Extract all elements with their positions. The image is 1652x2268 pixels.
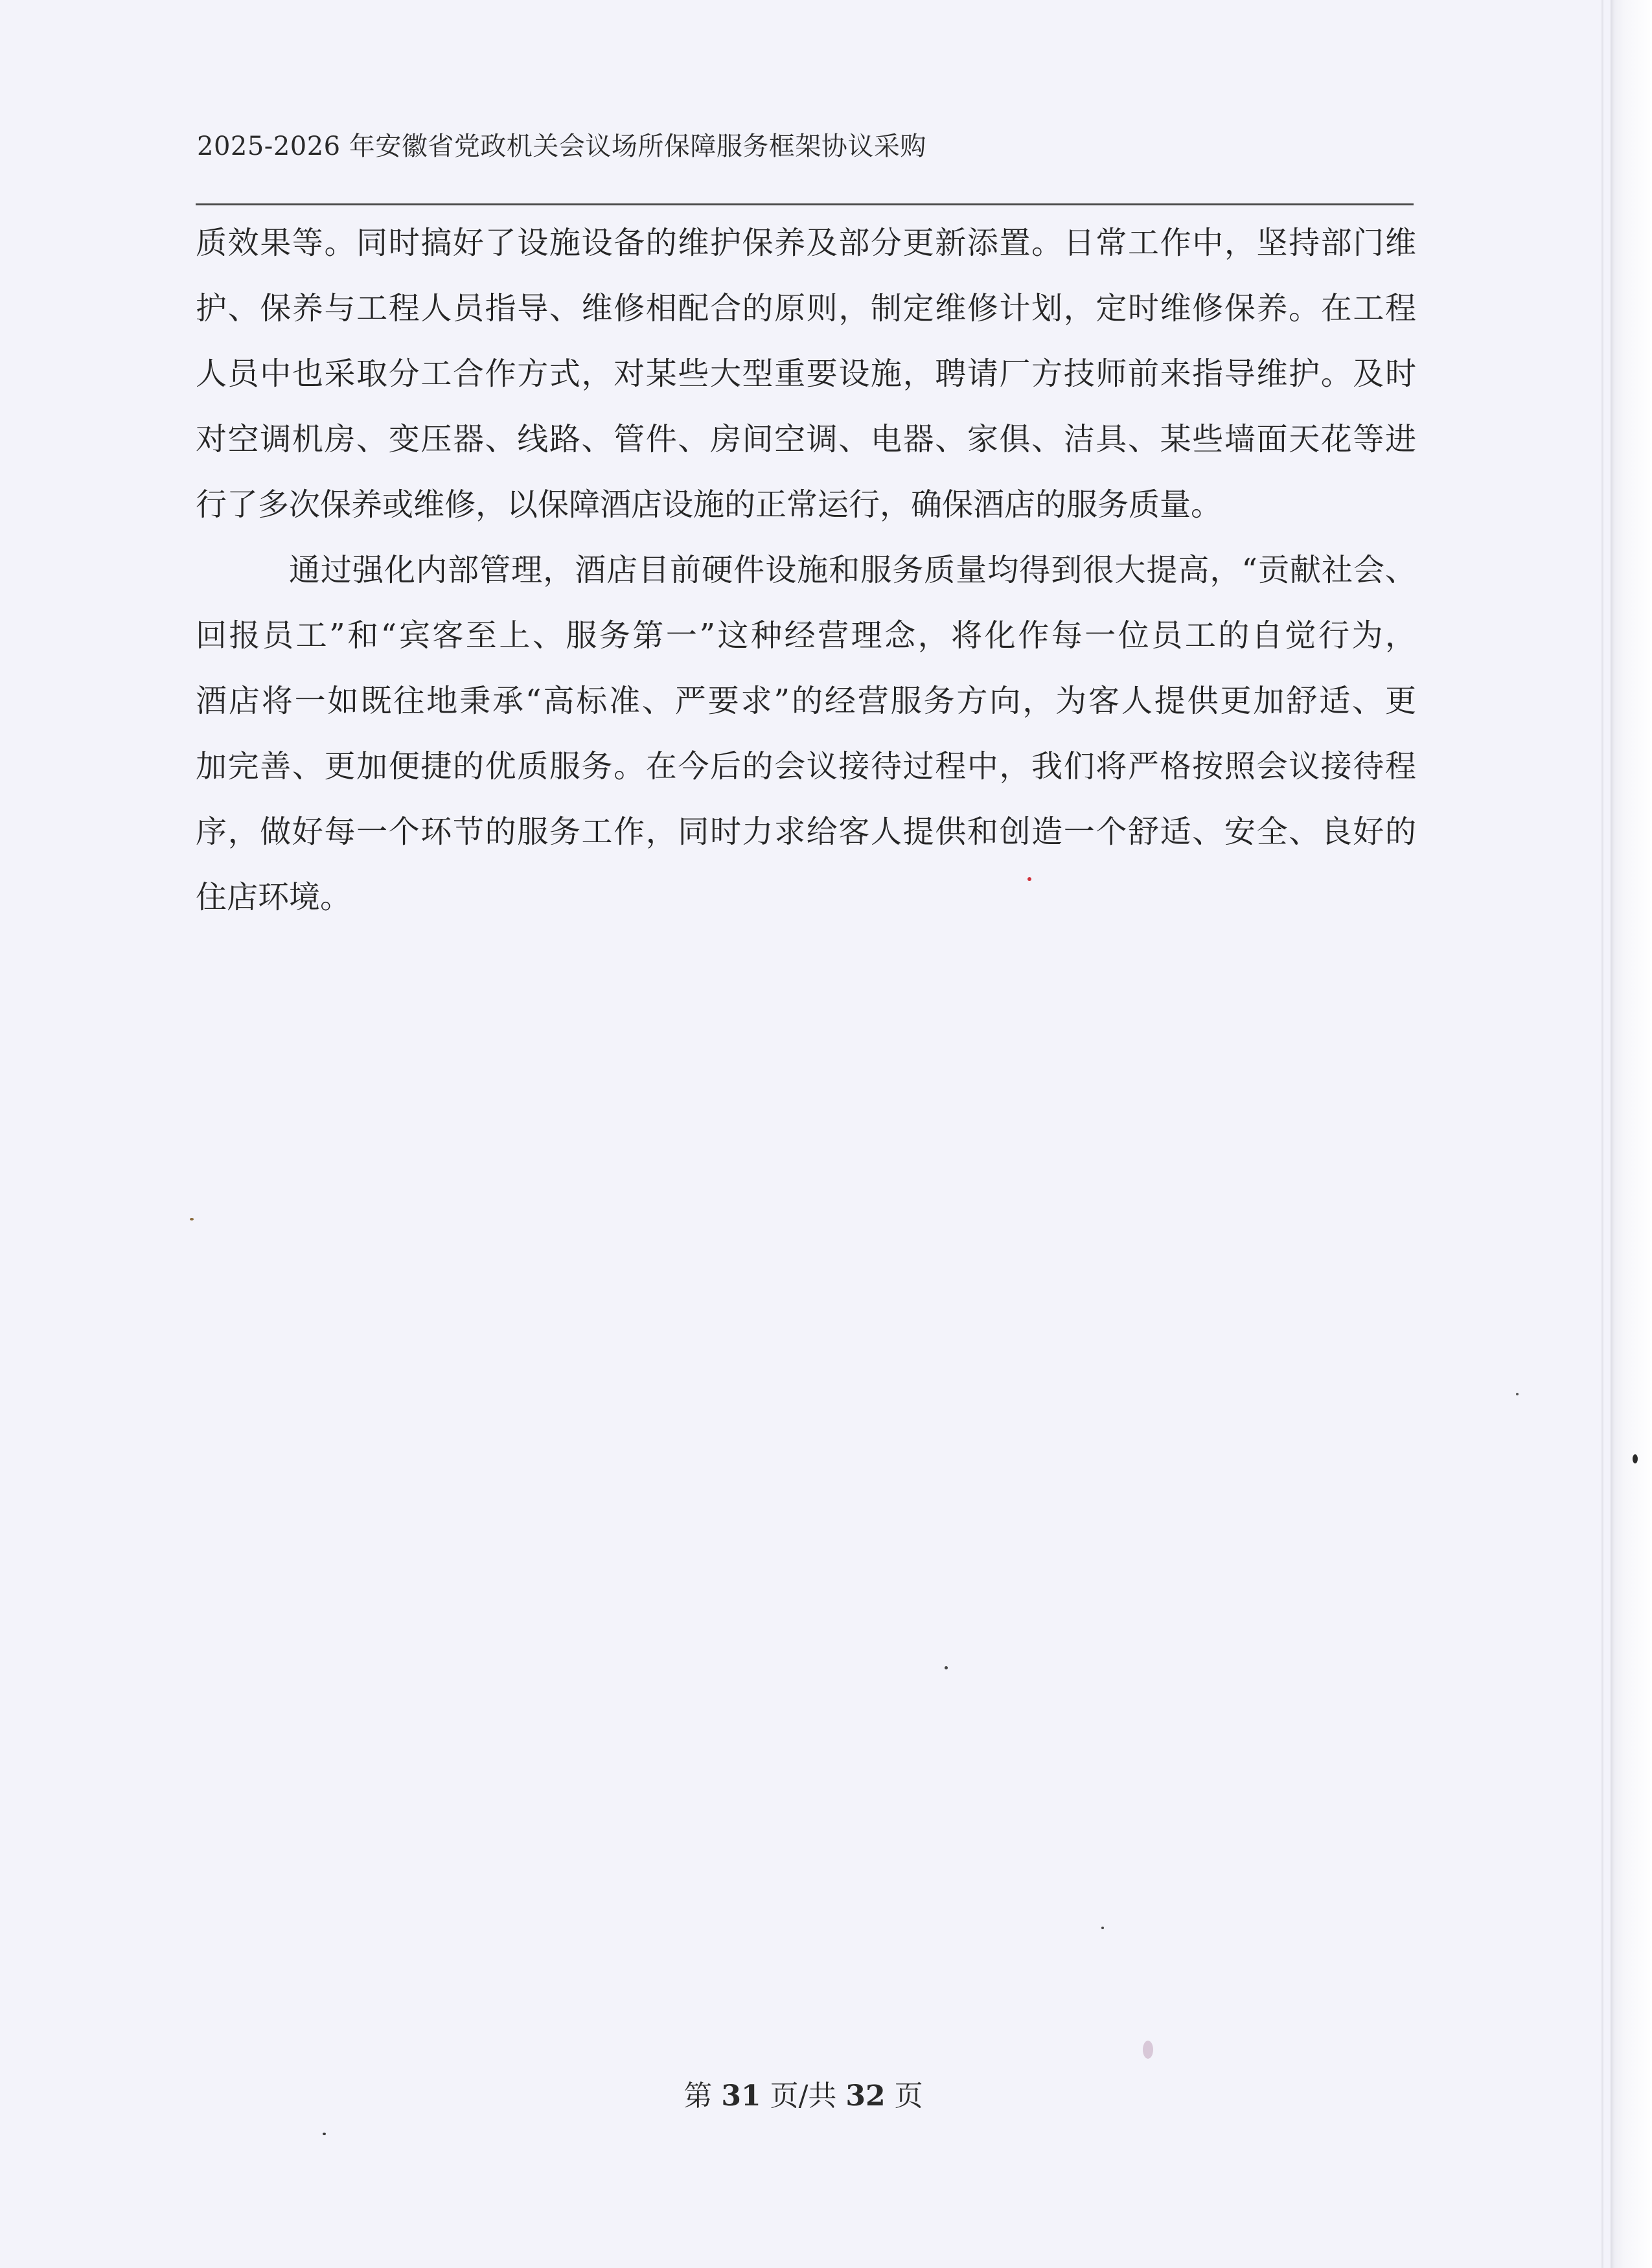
page-edge-line	[1601, 0, 1603, 2268]
scan-speck	[945, 1666, 948, 1669]
scan-speck	[1101, 1927, 1104, 1929]
scan-speck	[1516, 1393, 1519, 1395]
paragraph-2	[196, 538, 1416, 930]
text-line: 序，做好每一个环节的服务工作，同时力求给客人提供和创造一个舒适、安全、良好的	[196, 814, 1416, 850]
text-line: 对空调机房、变压器、线路、管件、房间空调、电器、家俱、洁具、某些墙面天花等进	[196, 421, 1416, 457]
body-text	[196, 211, 1416, 930]
header-title: 2025-2026 年安徽省党政机关会议场所保障服务框架协议采购	[197, 132, 926, 161]
text-line: 酒店将一如既往地秉承“高标准、严要求”的经营服务方向，为客人提供更加舒适、更	[196, 683, 1416, 719]
page-edge-shadow	[1611, 0, 1652, 2268]
text-line: 人员中也采取分工合作方式，对某些大型重要设施，聘请厂方技师前来指导维护。及时	[196, 356, 1416, 392]
scan-speck	[190, 1218, 194, 1220]
page-footer	[0, 2077, 1607, 2116]
total-pages-number: 32	[845, 2079, 886, 2113]
text-line: 住店环境。	[196, 879, 352, 915]
header-rule	[196, 203, 1414, 205]
text-line: 加完善、更加便捷的优质服务。在今后的会议接待过程中，我们将严格按照会议接待程	[196, 748, 1416, 785]
footer-suffix: 页	[885, 2079, 923, 2113]
footer-prefix: 第	[683, 2079, 722, 2113]
text-line: 行了多次保养或维修，以保障酒店设施的正常运行，确保酒店的服务质量。	[196, 487, 1222, 523]
current-page-number: 31	[721, 2079, 761, 2113]
scan-speck	[1633, 1454, 1638, 1463]
text-line: 通过强化内部管理，酒店目前硬件设施和服务质量均得到很大提高，“贡献社会、	[289, 552, 1416, 588]
scan-speck	[323, 2133, 326, 2135]
paragraph-1	[196, 211, 1416, 538]
text-line: 质效果等。同时搞好了设施设备的维护保养及部分更新添置。日常工作中，坚持部门维	[196, 225, 1416, 261]
scan-speck	[1027, 877, 1031, 881]
scan-speck	[1143, 2041, 1153, 2059]
text-line: 回报员工”和“宾客至上、服务第一”这种经营理念，将化作每一位员工的自觉行为，	[196, 617, 1416, 654]
text-line: 护、保养与工程人员指导、维修相配合的原则，制定维修计划，定时维修保养。在工程	[196, 290, 1416, 326]
footer-middle: 页/共	[761, 2079, 846, 2113]
